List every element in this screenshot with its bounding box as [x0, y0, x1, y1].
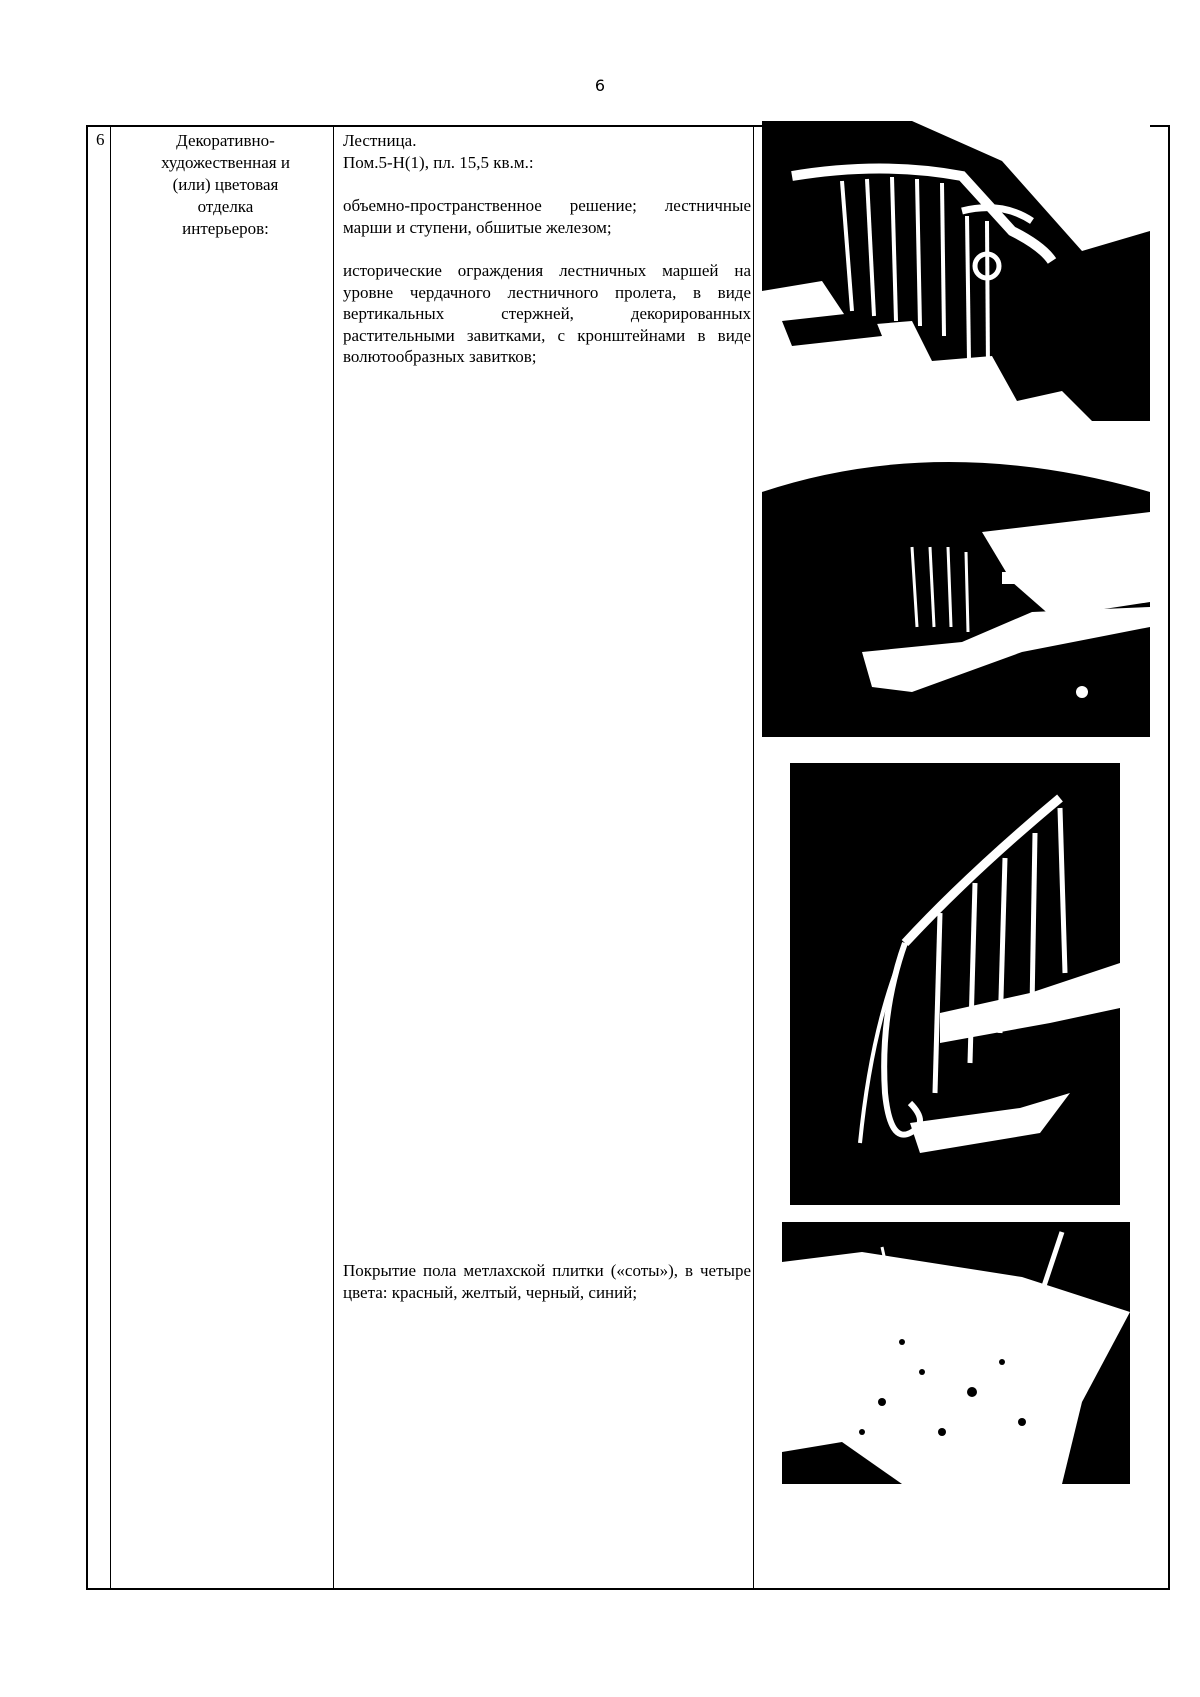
flooring-text: Покрытие пола метлахской плитки («соты»), в четыре цвета: красный, желтый, черный, синий; [343, 1261, 751, 1302]
category-cell [118, 130, 333, 240]
monument-subject-table [86, 125, 1170, 1590]
railing-photo [790, 763, 1120, 1205]
page-number: 6 [594, 76, 606, 95]
column-divider [110, 127, 111, 1588]
staircase-photo-2 [762, 452, 1150, 737]
railings-text: исторические ограждения лестничных маршей на уровне чердачного лестничного пролета, в виде вертикальных стержней, декорированных растительными завитками, с кронштейнами в виде волютообразных завитков; [343, 261, 751, 366]
description-title: Лестница. [343, 131, 417, 150]
column-divider [333, 127, 334, 1588]
category-line: художественная и [161, 153, 290, 172]
staircase-photo-1 [762, 121, 1150, 421]
floor-tile-photo [782, 1222, 1130, 1484]
description-cell [343, 130, 751, 1302]
category-line: интерьеров: [182, 219, 269, 238]
row-number: 6 [96, 130, 105, 149]
column-divider [753, 127, 754, 1588]
category-line: Декоративно- [176, 131, 275, 150]
spatial-solution-text: объемно-пространственное решение; лестничные марши и ступени, обшитые железом; [343, 196, 751, 237]
category-line: отделка [197, 197, 254, 216]
category-line: (или) цветовая [172, 175, 279, 194]
room-info: Пом.5-Н(1), пл. 15,5 кв.м.: [343, 152, 534, 172]
